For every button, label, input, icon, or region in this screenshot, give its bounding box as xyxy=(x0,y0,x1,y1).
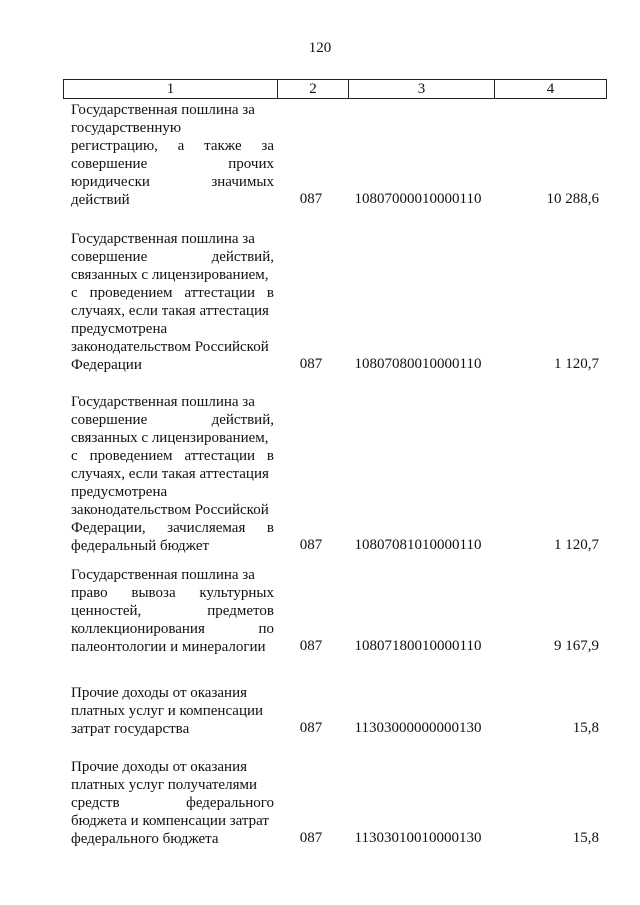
row-description xyxy=(71,101,274,209)
description-line: с проведением аттестации в xyxy=(71,448,274,464)
description-line: платных услуг получателями xyxy=(71,777,257,793)
description-line: Государственная пошлина за xyxy=(71,102,255,118)
description-line: Прочие доходы от оказания xyxy=(71,759,248,775)
description-line: юридически значимых xyxy=(71,174,274,190)
description-line: Федерации, зачисляемая в xyxy=(71,520,274,536)
description-line: федеральный бюджет xyxy=(71,538,210,554)
description-line: с проведением аттестации в xyxy=(71,285,274,301)
description-line: совершение прочих xyxy=(71,156,274,172)
row-amount: 15,8 xyxy=(572,830,599,846)
row-budget-code: 11303010010000130 xyxy=(354,830,482,846)
description-line: Государственная пошлина за xyxy=(71,567,255,583)
description-line: регистрацию, а также за xyxy=(71,138,274,154)
description-line: предусмотрена xyxy=(71,484,168,500)
row-amount: 10 288,6 xyxy=(546,191,599,207)
row-amount: 9 167,9 xyxy=(554,638,599,654)
row-description xyxy=(71,684,274,738)
table-row xyxy=(63,758,607,850)
description-line: платных услуг и компенсации xyxy=(71,703,264,719)
description-line: Государственная пошлина за xyxy=(71,394,255,410)
description-line: коллекционирования по xyxy=(71,621,274,637)
row-chapter-code: 087 xyxy=(299,830,323,846)
row-amount: 1 120,7 xyxy=(554,356,599,372)
column-header-2: 2 xyxy=(278,80,349,99)
description-line: бюджета и компенсации затрат xyxy=(71,813,269,829)
description-line: федерального бюджета xyxy=(71,831,219,847)
row-amount: 15,8 xyxy=(572,720,599,736)
table-row xyxy=(63,230,607,374)
row-budget-code: 10807081010000110 xyxy=(354,537,482,553)
row-description xyxy=(71,566,274,656)
table-row xyxy=(63,684,607,740)
description-line: связанных с лицензированием, xyxy=(71,430,269,446)
row-chapter-code: 087 xyxy=(299,537,323,553)
description-line: Федерации xyxy=(71,357,142,373)
row-budget-code: 11303000000000130 xyxy=(354,720,482,736)
table-header xyxy=(63,79,607,99)
description-line: совершение действий, xyxy=(71,249,274,265)
description-line: действий xyxy=(71,192,130,208)
description-line: средств федерального xyxy=(71,795,274,811)
row-description xyxy=(71,758,274,848)
column-header-4: 4 xyxy=(495,80,607,99)
table-row xyxy=(63,393,607,555)
description-line: затрат государства xyxy=(71,721,190,737)
description-line: палеонтологии и минералогии xyxy=(71,639,266,655)
table-row xyxy=(63,566,607,658)
table-row xyxy=(63,101,607,211)
description-line: Государственная пошлина за xyxy=(71,231,255,247)
description-line: связанных с лицензированием, xyxy=(71,267,269,283)
row-chapter-code: 087 xyxy=(299,638,323,654)
row-chapter-code: 087 xyxy=(299,356,323,372)
description-line: Прочие доходы от оказания xyxy=(71,685,248,701)
row-budget-code: 10807080010000110 xyxy=(354,356,482,372)
description-line: предусмотрена xyxy=(71,321,168,337)
row-description xyxy=(71,230,274,374)
description-line: законодательством Российской xyxy=(71,502,269,518)
page-number: 120 xyxy=(308,40,332,56)
description-line: государственную xyxy=(71,120,182,136)
column-header-1: 1 xyxy=(64,80,278,99)
row-chapter-code: 087 xyxy=(299,720,323,736)
description-line: законодательством Российской xyxy=(71,339,269,355)
row-budget-code: 10807000010000110 xyxy=(354,191,482,207)
description-line: совершение действий, xyxy=(71,412,274,428)
description-line: право вывоза культурных xyxy=(71,585,274,601)
description-line: случаях, если такая аттестация xyxy=(71,466,269,482)
column-header-3: 3 xyxy=(349,80,495,99)
row-amount: 1 120,7 xyxy=(554,537,599,553)
description-line: случаях, если такая аттестация xyxy=(71,303,269,319)
row-description xyxy=(71,393,274,555)
row-chapter-code: 087 xyxy=(299,191,323,207)
row-budget-code: 10807180010000110 xyxy=(354,638,482,654)
description-line: ценностей, предметов xyxy=(71,603,274,619)
